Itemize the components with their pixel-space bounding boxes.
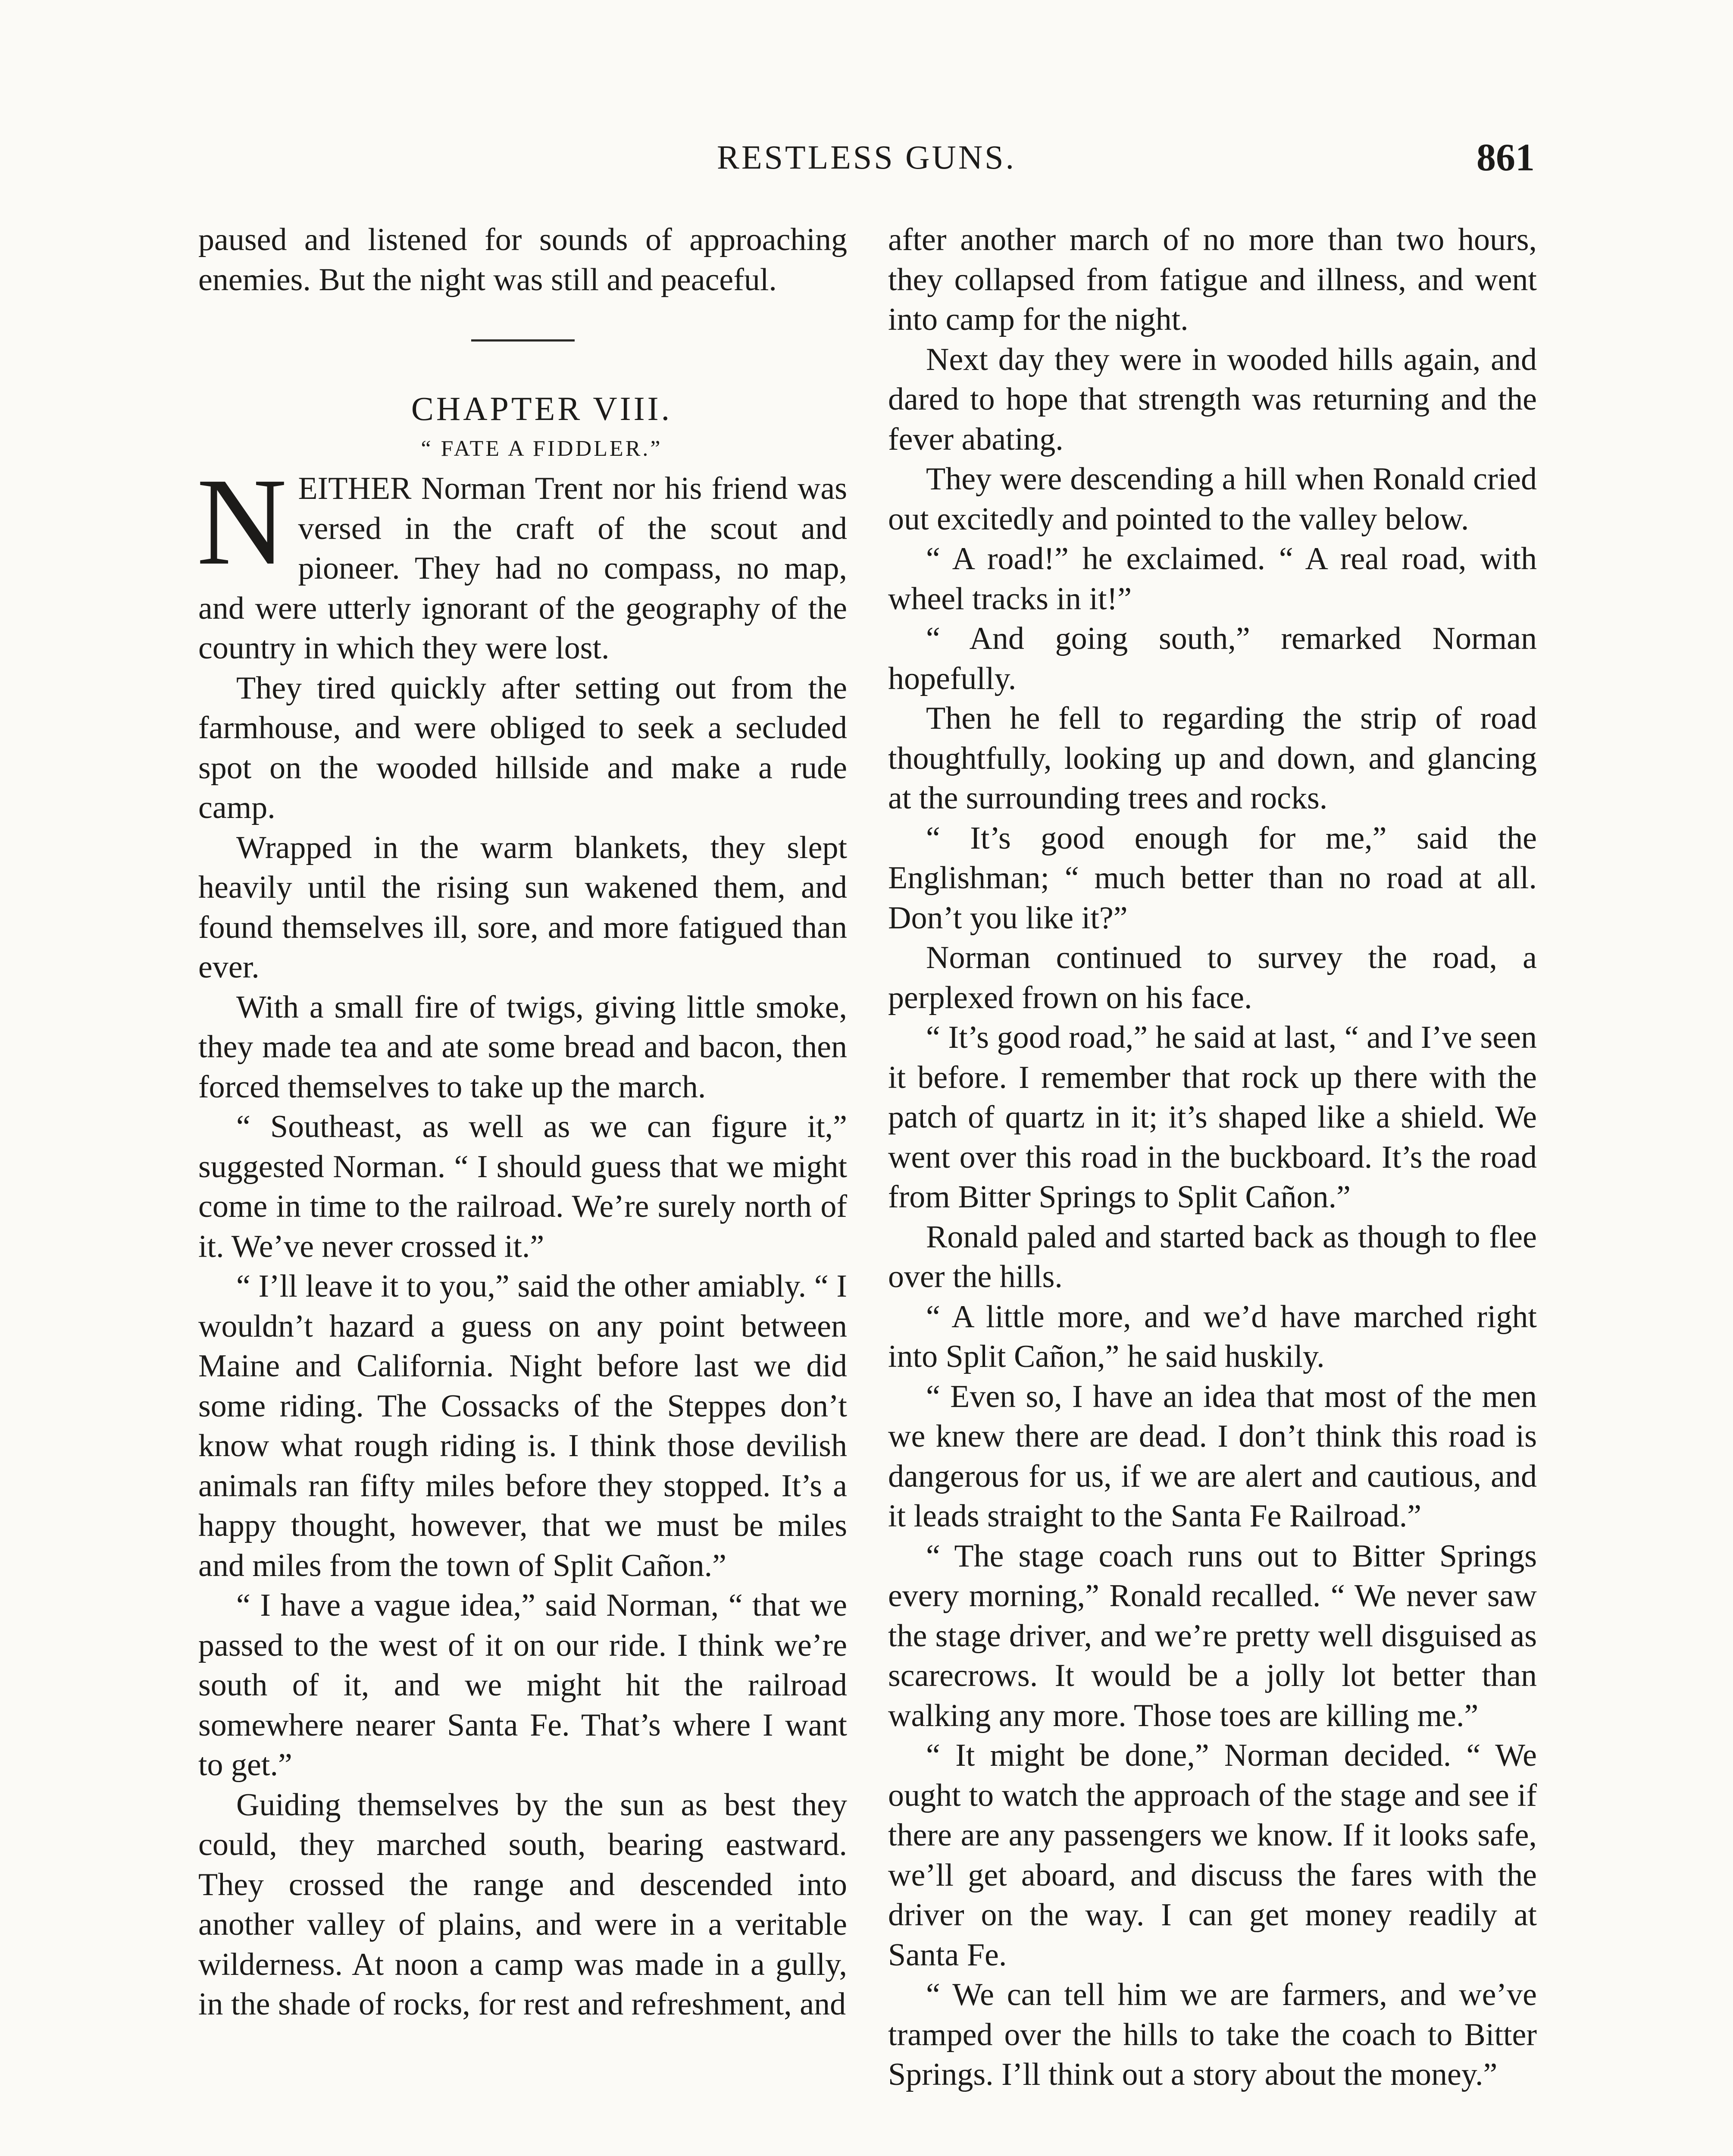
paragraph: “ I have a vague idea,” said Norman, “ that we passed to the west of it on our ride. I think we’re south of it, and we might hit the railroad somewhere nearer Santa Fe. That’s where I want to get.”: [198, 1588, 847, 1783]
chapter-title: CHAPTER VIII.: [411, 390, 673, 427]
running-title: RESTLESS GUNS.: [716, 138, 1017, 176]
paragraph: “ Even so, I have an idea that most of the men we knew there are dead. I don’t think this road is dangerous for us, if we are alert and cautious, and it leads straight to the Santa Fe Railroad.”: [888, 1379, 1537, 1534]
paragraph: “ We can tell him we are farmers, and we’ve tramped over the hills to take the coach to Bitter Springs. I’ll think out a story about the money.”: [888, 1977, 1537, 2092]
paragraph: “ And going south,” remarked Norman hopefully.: [888, 621, 1537, 696]
paragraph: “ It might be done,” Norman decided. “ We ought to watch the approach of the stage and see if there are any passengers we know. If it looks safe, we’ll get aboard, and discuss the fares with the driver on the way. I can get money readily at Santa Fe.: [888, 1738, 1537, 1973]
chapter-subtitle: [198, 429, 847, 469]
paragraph: “ Southeast, as well as we can figure it,” suggested Norman. “ I should guess that we might come in time to the railroad. We’re surely north of it. We’ve never crossed it.”: [198, 1109, 847, 1264]
paragraph: paused and listened for sounds of approaching enemies. But the night was still and peaceful.: [198, 222, 847, 298]
left-column: [198, 220, 847, 2156]
drop-cap: N: [197, 452, 287, 591]
chapter-subtitle-text: “ FATE A FIDDLER.”: [421, 436, 663, 461]
paragraph: They tired quickly after setting out from the farmhouse, and were obliged to seek a secluded spot on the wooded hillside and make a rude camp.: [198, 670, 847, 825]
paragraph: after another march of no more than two hours, they collapsed from fatigue and illness, and went into camp for the night.: [888, 222, 1537, 337]
paragraph: Ronald paled and started back as though to flee over the hills.: [888, 1219, 1537, 1294]
paragraph: Wrapped in the warm blankets, they slept heavily until the rising sun wakened them, and found themselves ill, sore, and more fatigued than ever.: [198, 830, 847, 985]
page-header: [198, 138, 1535, 194]
paragraph: “ A little more, and we’d have marched right into Split Cañon,” he said huskily.: [888, 1299, 1537, 1374]
right-column: [888, 220, 1537, 2156]
page-number: 861: [1476, 136, 1535, 179]
paragraph: “ A road!” he exclaimed. “ A real road, with wheel tracks in it!”: [888, 541, 1537, 617]
paragraph: “ It’s good road,” he said at last, “ and I’ve seen it before. I remember that rock up there with the patch of quartz in it; it’s shaped like a shield. We went over this road in the buckboard. It’s the road from Bitter Springs to Split Cañon.”: [888, 1020, 1537, 1215]
opening-paragraph-text: EITHER Norman Trent nor his friend was versed in the craft of the scout and pioneer. They had no compass, no map, and were utterly ignorant of the geography of the country in which they were lost.: [198, 471, 847, 666]
paragraph: “ The stage coach runs out to Bitter Springs every morning,” Ronald recalled. “ We never saw the stage driver, and we’re pretty well disguised as scarecrows. It would be a jolly lot better than walking any more. Those toes are killing me.”: [888, 1538, 1537, 1733]
paragraph: Guiding themselves by the sun as best they could, they marched south, bearing eastward. They crossed the range and descended into another valley of plains, and were in a veritable wilderness. At noon a camp was made in a gully, in the shade of rocks, for rest and refreshment, and: [198, 1787, 847, 2022]
paragraph: They were descending a hill when Ronald cried out excitedly and pointed to the valley below.: [888, 461, 1537, 537]
paragraph: “ I’ll leave it to you,” said the other amiably. “ I wouldn’t hazard a guess on any point between Maine and California. Night before last we did some riding. The Cossacks of the Steppes don’t know what rough riding is. I think those devilish animals ran fifty miles before they stopped. It’s a happy thought, however, that we must be miles and miles from the town of Split Cañon.”: [198, 1269, 847, 1583]
opening-paragraph: [197, 452, 847, 668]
paragraph: Norman continued to survey the road, a perplexed frown on his face.: [888, 940, 1537, 1015]
section-divider: [471, 339, 575, 342]
paragraph: Then he fell to regarding the strip of road thoughtfully, looking up and down, and glancing at the surrounding trees and rocks.: [888, 701, 1537, 816]
paragraph: “ It’s good enough for me,” said the Englishman; “ much better than no road at all. Don’t you like it?”: [888, 820, 1537, 936]
paragraph: With a small fire of twigs, giving little smoke, they made tea and ate some bread and bacon, then forced themselves to take up the march.: [198, 989, 847, 1105]
paragraph: Next day they were in wooded hills again, and dared to hope that strength was returning and the fever abating.: [888, 342, 1537, 457]
